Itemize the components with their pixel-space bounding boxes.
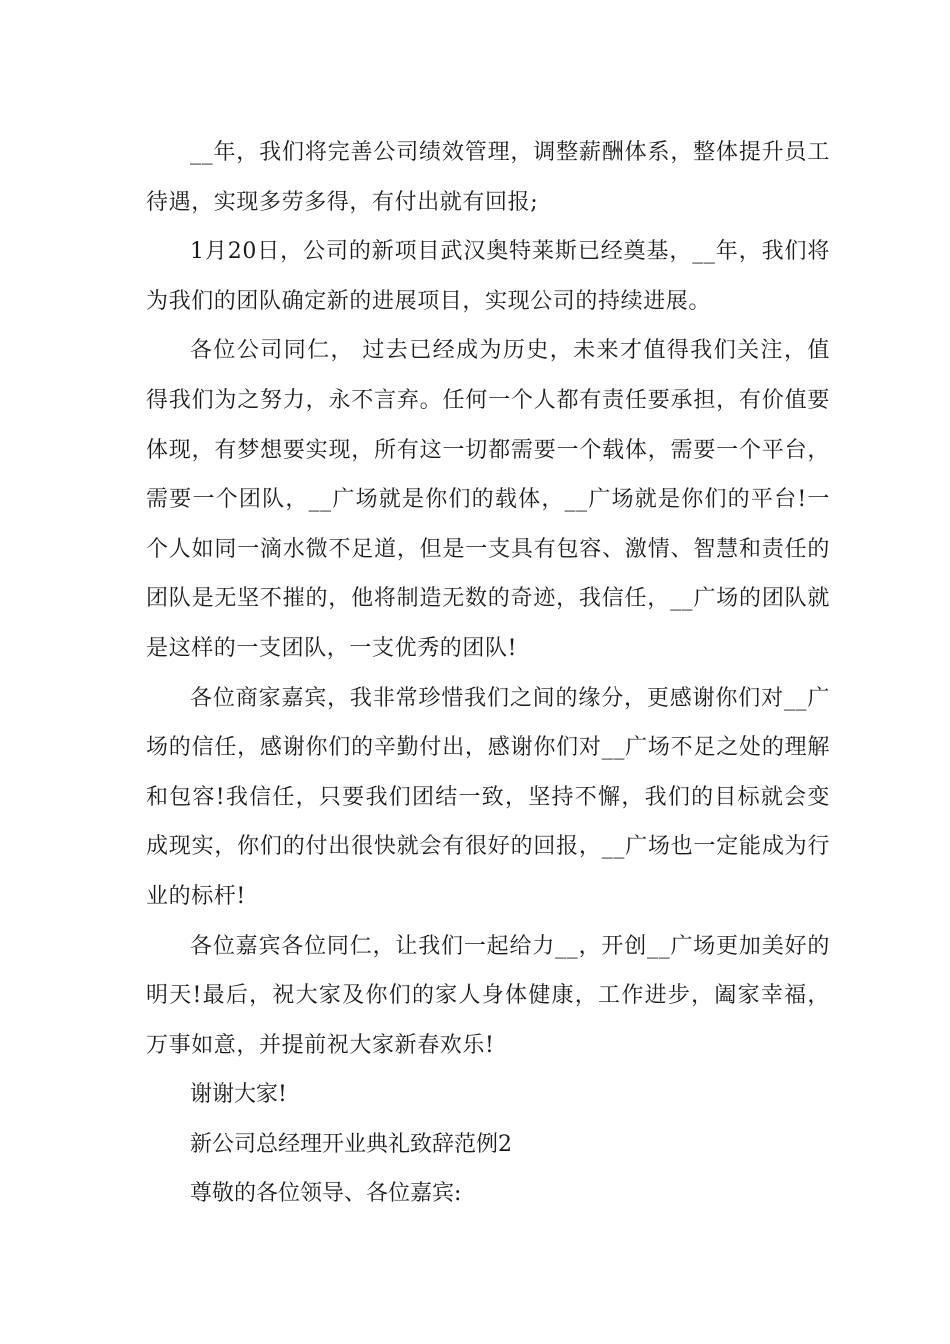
paragraph-new-project: 1月20日，公司的新项目武汉奥特莱斯已经奠基，__年，我们将为我们的团队确定新的进展项目，实现公司的持续进展。 [146, 239, 830, 314]
paragraph-colleagues: 各位公司同仁， 过去已经成为历史，未来才值得我们关注，值得我们为之努力，永不言弃。任何一个人都有责任要承担，有价值要体现，有梦想要实现，所有这一切都需要一个载体，需要一个平台，需要一个团队，__广场就是你们的载体，__广场就是你们的平台!一个人如同一滴水微不足道，但是一支具有包容、激情、智慧和责任的团队是无坚不摧的，他将制造无数的奇迹，我信任，__广场的团队就是这样的一支团队，一支优秀的团队! [146, 338, 830, 661]
paragraph-merchants: 各位商家嘉宾，我非常珍惜我们之间的缘分，更感谢你们对__广场的信任，感谢你们的辛勤付出，感谢你们对__广场不足之处的理解和包容!我信任，只要我们团结一致，坚持不懈，我们的目标就会变成现实，你们的付出很快就会有很好的回报，__广场也一定能成为行业的标杆! [146, 685, 830, 909]
thanks-line: 谢谢大家! [190, 1082, 287, 1108]
paragraph-performance: __年，我们将完善公司绩效管理，调整薪酬体系，整体提升员工待遇，实现多劳多得，有付出就有回报; [146, 140, 830, 215]
paragraph-closing-wishes: 各位嘉宾各位同仁，让我们一起给力__，开创__广场更加美好的明天!最后，祝大家及你们的家人身体健康，工作进步，阖家幸福，万事如意，并提前祝大家新春欢乐! [146, 933, 830, 1058]
salutation-line: 尊敬的各位领导、各位嘉宾: [190, 1181, 462, 1207]
section-title: 新公司总经理开业典礼致辞范例2 [190, 1131, 512, 1157]
document-body [146, 128, 830, 1219]
